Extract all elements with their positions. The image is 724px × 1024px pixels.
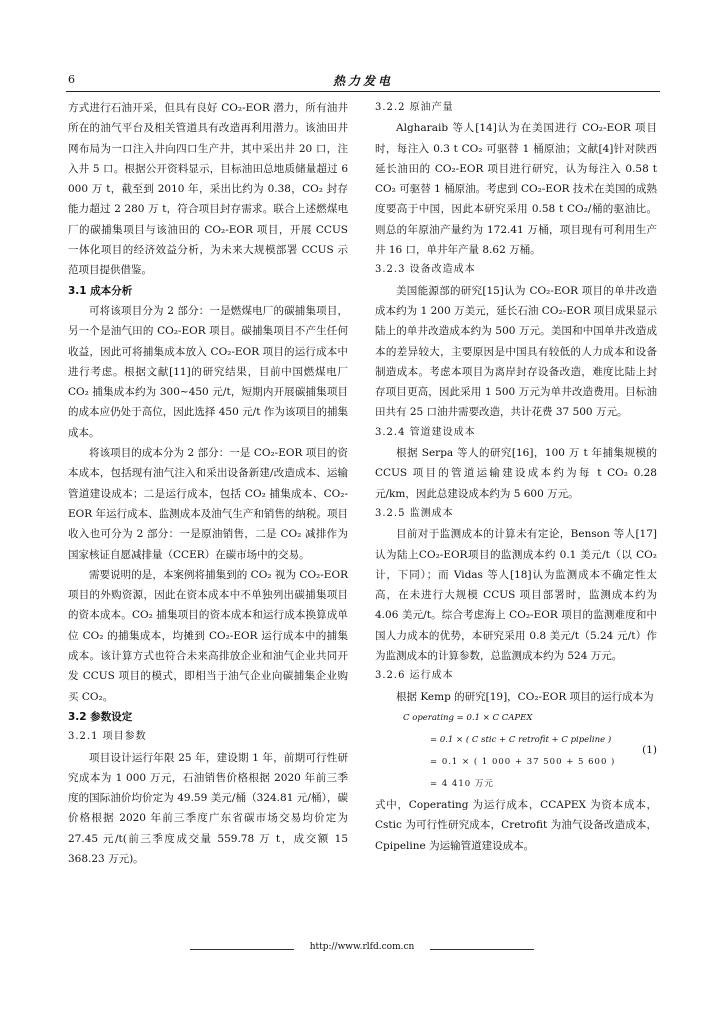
paragraph: 需要说明的是，本案例将捕集到的 CO₂ 视为 CO₂-EOR 项目的外购资源，因此在资本成本中不单独列出碳捕集项目的资本成本。CO₂ 捕集项目的资本成本和运行成本换算成单位 CO₂ 的捕集成本，均摊到 CO₂-EOR 运行成本中的捕集成本。该计算方式也符合未来高排放企业和油气企业共同开发 CCUS 项目的模式，即相当于油气企业向碳捕集企业购买 CO₂。 xyxy=(68,568,348,703)
left-column xyxy=(68,98,348,869)
paragraph: 根据 Serpa 等人的研究[16]，100 万 t 年捕集规模的 CCUS 项目的管道运输建设成本约为每 t CO₂ 0.28 元/km，因此总建设成本约为 5 600 万元。 xyxy=(375,447,657,500)
equation-line: = 0.1 × ( 1 000 + 37 500 + 5 600 ) xyxy=(430,756,616,767)
paragraph: 根据 Kemp 的研究[19]，CO₂-EOR 项目的运行成本为 xyxy=(396,690,654,703)
page-footer xyxy=(190,942,534,958)
section-heading: 3.2 参数设定 xyxy=(68,710,133,723)
paragraph: 将该项目的成本分为 2 部分：一是 CO₂-EOR 项目的资本成本，包括现有油气注入和采出设备新建/改造成本、运输管道建设成本；二是运行成本，包括 CO₂ 捕集成本、CO₂-EOR 年运行成本、监测成本及油气生产和销售的纳税。项目收入也可分为 2 部分：一是原油销售，二是 CO₂ 减排作为国家核证自愿减排量（CCER）在碳市场中的交易。 xyxy=(68,447,348,561)
paragraph: 美国能源部的研究[15]认为 CO₂-EOR 项目的单井改造成本约为 1 200 万美元，延长石油 CO₂-EOR 项目成果显示陆上的单井改造成本约为 500 万元。美国和中国单井改造成本的差异较大，主要原因是中国具有较低的人力成本和设备制造成本。考虑本项目为离岸封存设备改造，难度比陆上封存项目更高，因此采用 1 500 万元为单井改造费用。目标油田共有 25 口油井需要改造，共计花费 37 500 万元。 xyxy=(375,284,657,419)
right-column xyxy=(375,98,657,856)
footer-divider xyxy=(190,949,294,950)
subsection-heading: 3.2.4 管道建设成本 xyxy=(375,426,476,438)
paragraph: 项目设计运行年限 25 年，建设期 1 年，前期可行性研究成本为 1 000 万元，石油销售价格根据 2020 年前三季度的国际油价均价定为 49.59 美元/桶（324.81 元/桶），碳价格根据 2020 年前三季度广东省碳市场交易均价定为 27.45 元/t(前三季度成交量 559.78 万 t，成交额 15 368.23 万元)。 xyxy=(68,751,348,865)
equation-line: = 0.1 × ( C stic + C retrofit + C pipeline ) xyxy=(430,734,612,745)
footer-divider xyxy=(430,949,534,950)
page-header xyxy=(66,72,660,92)
subsection-heading: 3.2.3 设备改造成本 xyxy=(375,264,476,276)
journal-title: 热力发电 xyxy=(332,74,393,88)
equation-block xyxy=(375,707,657,795)
subsection-heading: 3.2.5 监测成本 xyxy=(375,507,454,519)
paragraph: 可将该项目分为 2 部分：一是燃煤电厂的碳捕集项目，另一个是油气田的 CO₂-EOR 项目。碳捕集项目不产生任何收益，因此可将捕集成本放入 CO₂-EOR 项目的运行成本中进行考虑。根据文献[11]的研究结果，目前中国燃煤电厂 CO₂ 捕集成本约为 300~450 元/t，短期内开展碳捕集项目的成本应仍处于高位，因此选择 450 元/t 作为该项目的捕集成本。 xyxy=(68,304,348,439)
page-number: 6 xyxy=(68,73,75,86)
footer-url[interactable]: http://www.rlfd.com.cn xyxy=(309,942,415,952)
subsection-heading: 3.2.6 运行成本 xyxy=(375,670,454,682)
equation-number: (1) xyxy=(642,743,657,756)
paragraph: Algharaib 等人[14]认为在美国进行 CO₂-EOR 项目时，每注入 0.3 t CO₂ 可驱替 1 桶原油；文献[4]针对陕西延长油田的 CO₂-EOR 项目进行研究，认为每注入 0.58 t CO₂ 可驱替 1 桶原油。考虑到 CO₂-EOR 技术在美国的成熟度要高于中国，因此本研究采用 0.58 t CO₂/桶的驱油比。则总的年原油产量约为 172.41 万桶，项目现有可利用生产井 16 口，单井年产量 8.62 万桶。 xyxy=(375,122,657,257)
subsection-heading: 3.2.2 原油产量 xyxy=(375,102,454,113)
equation-line: C operating = 0.1 × C CAPEX xyxy=(403,712,533,723)
paragraph: 目前对于监测成本的计算未有定论，Benson 等人[17]认为陆上CO₂-EOR项目的监测成本约 0.1 美元/t（以 CO₂ 计，下同）；而 Vidas 等人[18]认为监测成本不确定性太高，在未进行大规模 CCUS 项目部署时，监测成本约为 4.06 美元/t。综合考虑海上 CO₂-EOR 项目的监测难度和中国人力成本的优势，本研究采用 0.8 美元/t（5.24 元/t）作为监测成本的计算参数，总监测成本约为 524 万元。 xyxy=(375,528,657,663)
paragraph: 式中，Coperating 为运行成本，CCAPEX 为资本成本，Cstic 为可行性研究成本，Cretrofit 为油气设备改造成本，Cpipeline 为运输管道建设成本。 xyxy=(375,798,657,852)
subsection-heading: 3.2.1 项目参数 xyxy=(68,731,147,743)
paragraph: 方式进行石油开采，但具有良好 CO₂-EOR 潜力，所有油井所在的油气平台及相关管道具有改造再利用潜力。该油田井网布局为一口注入井向四口生产井，其中采出井 20 口，注入井 5 口。根据公开资料显示，目标油田总地质储量超过 6 000 万 t，截至到 2010 年，采出比约为 0.38，CO₂ 封存能力超过 2 280 万 t，符合项目封存需求。联合上述燃煤电厂的碳捕集项目与该油田的 CO₂-EOR 项目，开展 CCUS 一体化项目的经济效益分析，为未来大规模部署 CCUS 示范项目提供借鉴。 xyxy=(68,102,348,277)
section-heading: 3.1 成本分析 xyxy=(68,284,133,297)
equation-line: = 4 410 万元 xyxy=(430,778,494,789)
